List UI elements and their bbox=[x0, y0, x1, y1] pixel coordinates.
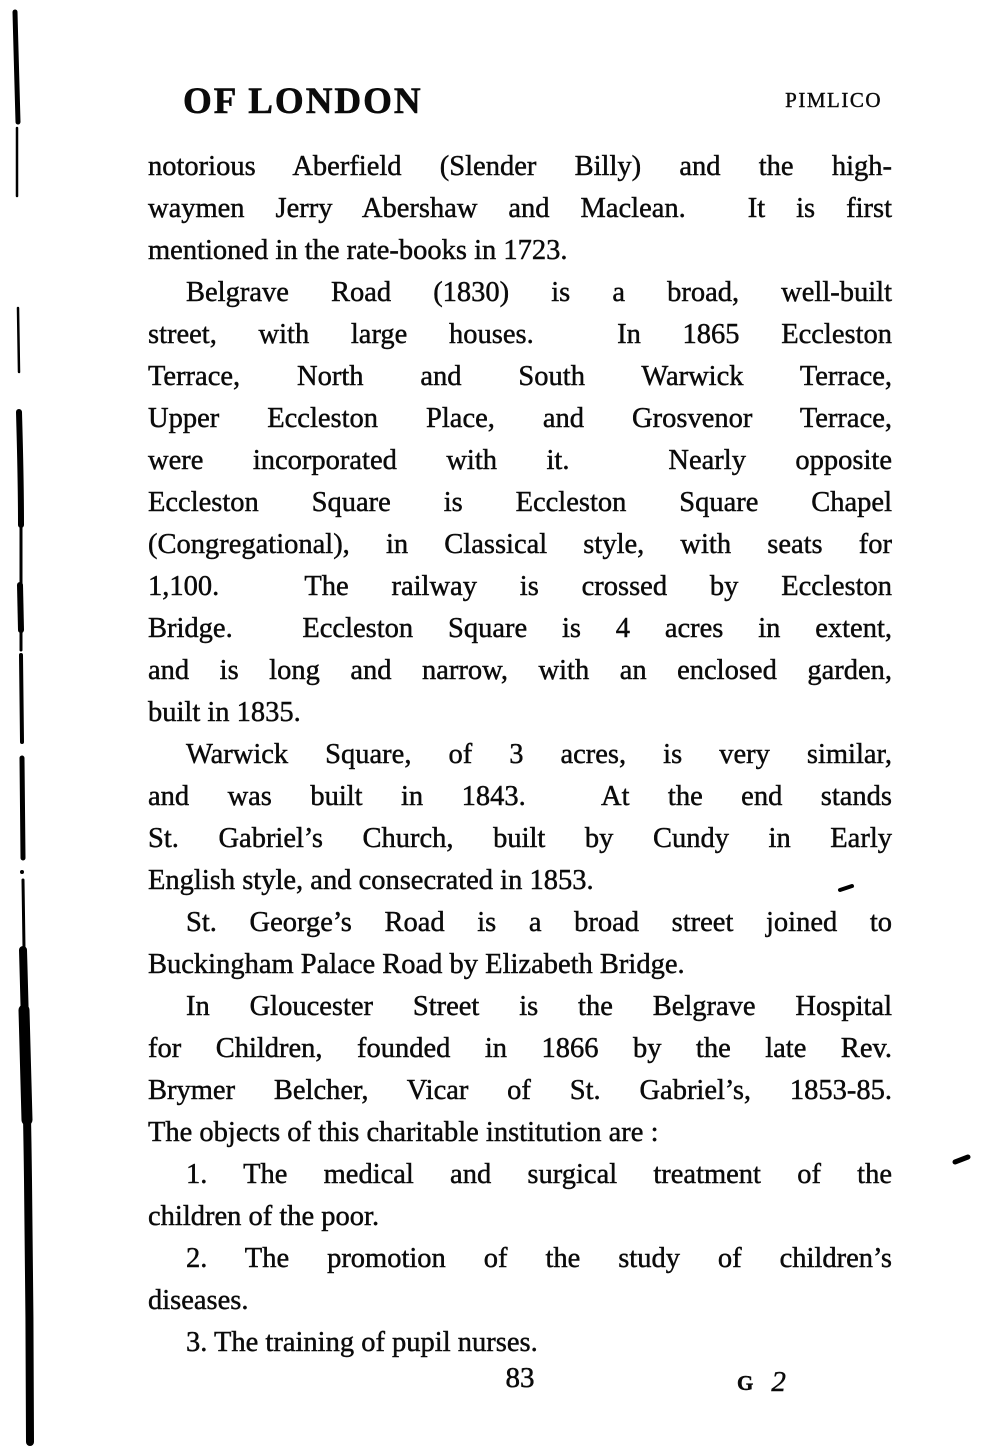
text-line: In Gloucester Street is the Belgrave Hospital bbox=[186, 991, 892, 1022]
scan-speck bbox=[955, 1157, 968, 1162]
text-line: English style, and consecrated in 1853. bbox=[148, 865, 594, 896]
text-line: Warwick Square, of 3 acres, is very similar, bbox=[186, 739, 892, 770]
running-head: PIMLICO bbox=[785, 88, 882, 112]
signature-letter: G bbox=[737, 1371, 754, 1395]
text-line: Buckingham Palace Road by Elizabeth Bridge. bbox=[148, 949, 685, 980]
paragraph bbox=[148, 902, 892, 986]
text-line: Brymer Belcher, Vicar of St. Gabriel’s, 1853-85. bbox=[148, 1075, 892, 1106]
page-number: 83 bbox=[505, 1362, 535, 1394]
list-item bbox=[148, 1154, 892, 1238]
text-line: Eccleston Square is Eccleston Square Chapel bbox=[148, 487, 892, 518]
text-line: waymen Jerry Abershaw and Maclean. It is first bbox=[148, 193, 892, 224]
text-line: 1,100. The railway is crossed by Eccleston bbox=[148, 571, 892, 602]
text-line: 2. The promotion of the study of children’s bbox=[186, 1243, 892, 1274]
text-line: children of the poor. bbox=[148, 1201, 380, 1232]
paragraph bbox=[148, 272, 892, 734]
paragraph bbox=[148, 146, 892, 272]
text-line: notorious Aberfield (Slender Billy) and the high- bbox=[148, 151, 892, 182]
text-line: (Congregational), in Classical style, with seats for bbox=[148, 529, 892, 560]
text-line: Upper Eccleston Place, and Grosvenor Terrace, bbox=[148, 403, 892, 434]
text-line: diseases. bbox=[148, 1285, 249, 1316]
signature-number: 2 bbox=[771, 1366, 786, 1398]
text-line: were incorporated with it. Nearly opposite bbox=[148, 445, 892, 476]
text-line: built in 1835. bbox=[148, 697, 301, 728]
page-title: OF LONDON bbox=[183, 81, 423, 122]
text-line: 3. The training of pupil nurses. bbox=[186, 1327, 538, 1358]
list-item bbox=[148, 1322, 892, 1364]
paragraph bbox=[148, 734, 892, 902]
text-line: St. Gabriel’s Church, built by Cundy in Early bbox=[148, 823, 892, 854]
text-line: Bridge. Eccleston Square is 4 acres in extent, bbox=[148, 613, 892, 644]
text-line: Terrace, North and South Warwick Terrace, bbox=[148, 361, 892, 392]
text-line: The objects of this charitable institution are : bbox=[148, 1117, 659, 1148]
text-line: Belgrave Road (1830) is a broad, well-built bbox=[186, 277, 892, 308]
text-line: street, with large houses. In 1865 Eccleston bbox=[148, 319, 892, 350]
text-line: and is long and narrow, with an enclosed garden, bbox=[148, 655, 892, 686]
text-line: St. George’s Road is a broad street joined to bbox=[186, 907, 892, 938]
text-line: 1. The medical and surgical treatment of the bbox=[186, 1159, 892, 1190]
body-text bbox=[148, 146, 892, 1364]
text-line: and was built in 1843. At the end stands bbox=[148, 781, 892, 812]
text-line: for Children, founded in 1866 by the late Rev. bbox=[148, 1033, 892, 1064]
paragraph bbox=[148, 986, 892, 1154]
printers-signature bbox=[737, 1366, 786, 1399]
list-item bbox=[148, 1238, 892, 1322]
text-line: mentioned in the rate-books in 1723. bbox=[148, 235, 568, 266]
